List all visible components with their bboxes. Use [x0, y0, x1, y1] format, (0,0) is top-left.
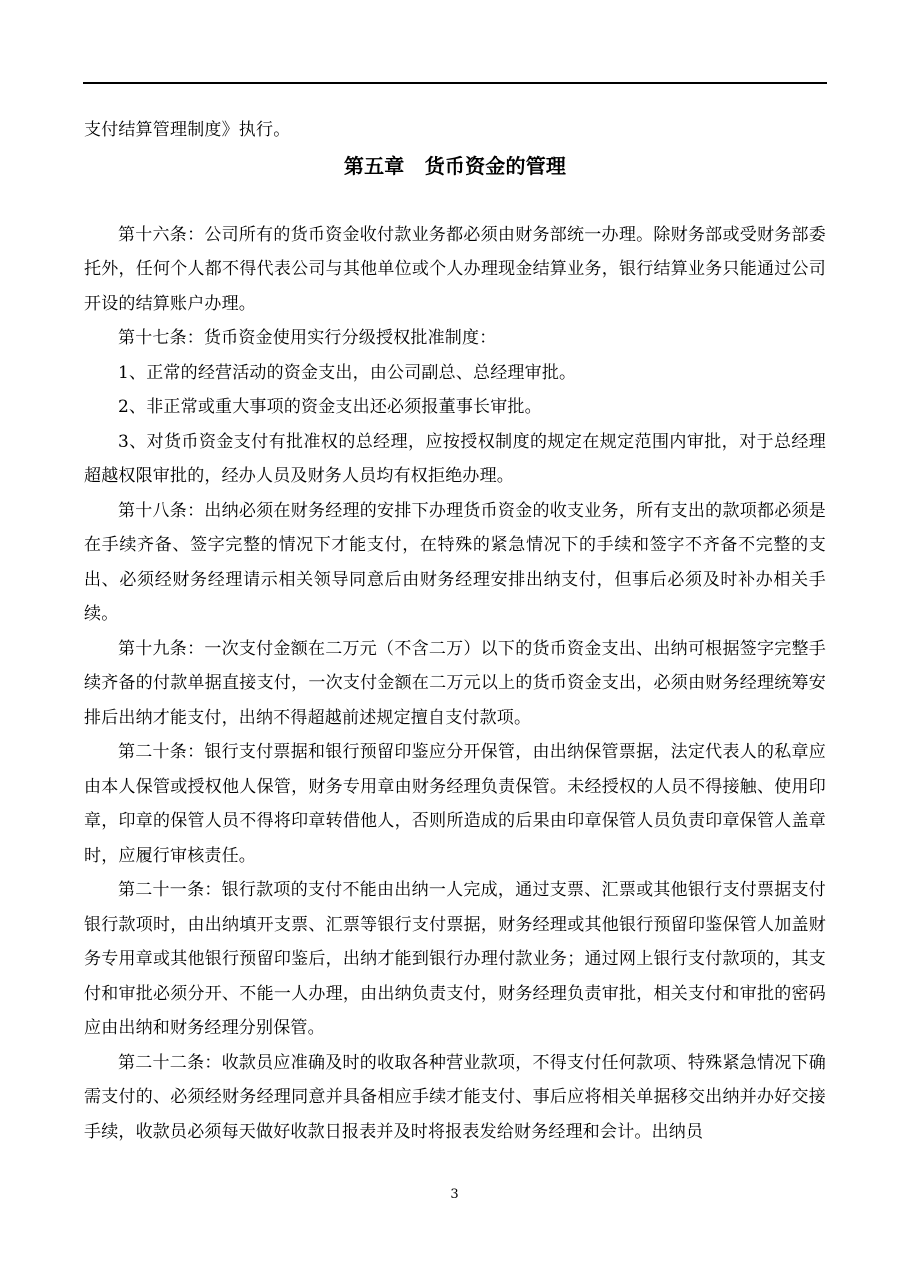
article-16: 第十六条：公司所有的货币资金收付款业务都必须由财务部统一办理。除财务部或受财务部委托外，任何个人都不得代表公司与其他单位或个人办理现金结算业务，银行结算业务只能通过公司开设的结算账户办理。 — [84, 224, 826, 314]
chapter-title: 第五章 货币资金的管理 — [343, 153, 567, 178]
article-18: 第十八条：出纳必须在财务经理的安排下办理货币资金的收支业务，所有支出的款项都必须是在手续齐备、签字完整的情况下才能支付，在特殊的紧急情况下的手续和签字不齐备不完整的支出、必须经财务经理请示相关领导同意后由财务经理安排出纳支付，但事后必须及时补办相关手续。 — [84, 500, 826, 624]
article-17: 第十七条：货币资金使用实行分级授权批准制度： — [118, 328, 497, 348]
article-22: 第二十二条：收款员应准确及时的收取各种营业款项，不得支付任何款项、特殊紧急情况下确需支付的、必须经财务经理同意并具备相应手续才能支付、事后应将相关单据移交出纳并办好交接手续，收款员必须每天做好收款日报表并及时将报表发给财务经理和会计。出纳员 — [84, 1052, 826, 1142]
article-17-item-2: 2、非正常或重大事项的资金支出还必须报董事长审批。 — [118, 397, 542, 417]
page-number: 3 — [450, 1187, 459, 1202]
document-body — [84, 113, 826, 1149]
article-17-item-3: 3、对货币资金支付有批准权的总经理，应按授权制度的规定在规定范围内审批，对于总经理超越权限审批的，经办人员及财务人员均有权拒绝办理。 — [84, 431, 826, 486]
article-19: 第十九条：一次支付金额在二万元（不含二万）以下的货币资金支出、出纳可根据签字完整手续齐备的付款单据直接支付，一次支付金额在二万元以上的货币资金支出，必须由财务经理统筹安排后出纳才能支付，出纳不得超越前述规定擅自支付款项。 — [84, 638, 826, 728]
article-20: 第二十条：银行支付票据和银行预留印鉴应分开保管，由出纳保管票据，法定代表人的私章应由本人保管或授权他人保管，财务专用章由财务经理负责保管。未经授权的人员不得接触、使用印章，印章的保管人员不得将印章转借他人，否则所造成的后果由印章保管人员负责印章保管人盖章时，应履行审核责任。 — [84, 742, 826, 866]
header-rule — [83, 82, 827, 84]
continuation-text: 支付结算管理制度》执行。 — [84, 120, 291, 140]
article-21: 第二十一条：银行款项的支付不能由出纳一人完成，通过支票、汇票或其他银行支付票据支付银行款项时，由出纳填开支票、汇票等银行支付票据，财务经理或其他银行预留印鉴保管人加盖财务专用章或其他银行预留印鉴后，出纳才能到银行办理付款业务；通过网上银行支付款项的，其支付和审批必须分开、不能一人办理，由出纳负责支付，财务经理负责审批，相关支付和审批的密码应由出纳和财务经理分别保管。 — [84, 880, 826, 1038]
article-17-item-1: 1、正常的经营活动的资金支出，由公司副总、总经理审批。 — [118, 362, 577, 383]
